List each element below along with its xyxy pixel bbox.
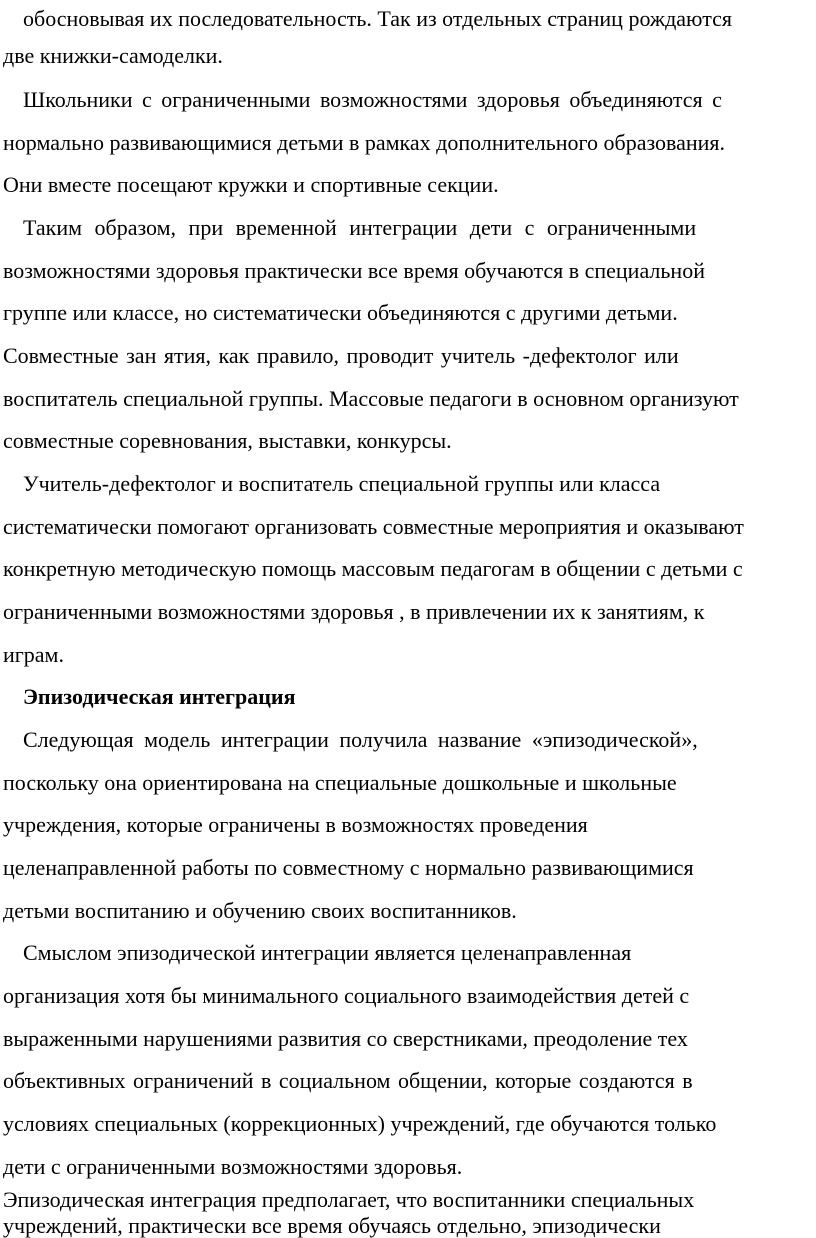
text-line: конкретную методическую помощь массовым педагогам в общении с детьми с xyxy=(3,556,743,581)
text-line: целенаправленной работы по совместному с нормально развивающимися xyxy=(3,855,694,880)
text-line: дети с ограниченными возможностями здоровья. xyxy=(3,1154,463,1179)
text-line: нормально развивающимися детьми в рамках дополнительного образования. xyxy=(3,130,726,155)
text-line: условиях специальных (коррекционных) учреждений, где обучаются только xyxy=(3,1111,717,1136)
paragraph-line: Смыслом эпизодической интеграции является целенаправленная xyxy=(23,940,632,965)
paragraph-line: Следующая модель интеграции получила название «эпизодической», xyxy=(23,727,698,752)
text-line: поскольку она ориентирована на специальные дошкольные и школьные xyxy=(3,770,677,795)
text-line: выраженными нарушениями развития со сверстниками, преодоление тех xyxy=(3,1026,688,1051)
text-line: объективных ограничений в социальном общении, которые создаются в xyxy=(3,1068,693,1093)
text-line: учреждений, практически все время обучаясь отдельно, эпизодически xyxy=(3,1213,661,1238)
paragraph-line: Учитель-дефектолог и воспитатель специальной группы или класса xyxy=(23,471,661,496)
text-line: ограниченными возможностями здоровья , в привлечении их к занятиям, к xyxy=(3,599,705,624)
text-line: группе или классе, но систематически объединяются с другими детьми. xyxy=(3,300,678,325)
text-line: играм. xyxy=(3,642,64,667)
text-line: воспитатель специальной группы. Массовые педагоги в основном организуют xyxy=(3,386,739,411)
text-line: обосновывая их последовательность. Так из отдельных страниц рождаются xyxy=(23,6,732,31)
text-line: детьми воспитанию и обучению своих воспитанников. xyxy=(3,898,517,923)
paragraph-line: Школьники с ограниченными возможностями здоровья объединяются с xyxy=(23,87,722,112)
paragraph-line: Эпизодическая интеграция предполагает, что воспитанники специальных xyxy=(3,1187,695,1212)
text-line: возможностями здоровья практически все время обучаются в специальной xyxy=(3,258,705,283)
text-line: Совместные зан ятия, как правило, проводит учитель -дефектолог или xyxy=(3,343,679,368)
paragraph-line: Таким образом, при временной интеграции дети с ограниченными xyxy=(23,215,697,240)
text-line: организация хотя бы минимального социального взаимодействия детей с xyxy=(3,983,690,1008)
text-line: две книжки-самоделки. xyxy=(3,43,223,68)
text-line: Они вместе посещают кружки и спортивные секции. xyxy=(3,172,499,197)
text-line: совместные соревнования, выставки, конкурсы. xyxy=(3,428,452,453)
text-line: учреждения, которые ограничены в возможностях проведения xyxy=(3,812,588,837)
section-heading: Эпизодическая интеграция xyxy=(23,684,296,709)
text-line: систематически помогают организовать совместные мероприятия и оказывают xyxy=(3,514,744,539)
